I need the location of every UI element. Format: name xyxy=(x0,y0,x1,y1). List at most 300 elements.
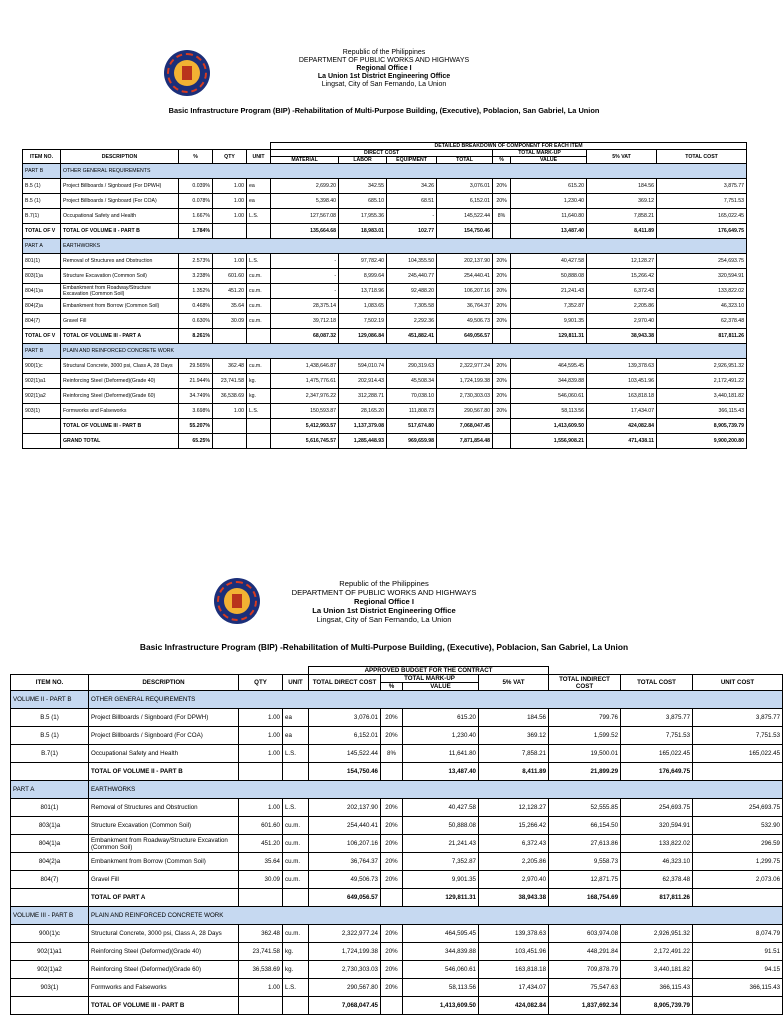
cell-description: Embankment from Borrow (Common Soil) xyxy=(89,853,239,871)
cell-qty: 1.00 xyxy=(213,254,247,269)
cell-unit-cost: 254,693.75 xyxy=(693,799,783,817)
cell-equipment: 517,674.80 xyxy=(387,419,437,434)
cell-qty: 1.00 xyxy=(213,404,247,419)
cell-total: 254,440.41 xyxy=(437,269,493,284)
cell-unit: cu.m. xyxy=(247,269,271,284)
cell-labor: 28,165.20 xyxy=(339,404,387,419)
cell-markup-percent: 20% xyxy=(381,835,403,853)
col-qty: QTY xyxy=(213,150,247,164)
cell-material: - xyxy=(271,284,339,299)
col-markup-value: VALUE xyxy=(403,683,479,691)
cell-total: 2,322,977.24 xyxy=(437,359,493,374)
address-line: Lingsat, City of San Fernando, La Union xyxy=(321,81,447,88)
cell-total: 106,207.16 xyxy=(437,284,493,299)
cell-qty xyxy=(213,329,247,344)
cell-material: 39,712.18 xyxy=(271,314,339,329)
cell-total-direct-cost: 7,068,047.45 xyxy=(309,997,381,1015)
cell-markup-percent: 20% xyxy=(493,374,511,389)
cell-markup-percent: 20% xyxy=(381,727,403,745)
cell-markup-value: 11,640.80 xyxy=(511,209,587,224)
cell-total-indirect-cost: 52,555.85 xyxy=(549,799,621,817)
cell-markup-value: 464,595.45 xyxy=(511,359,587,374)
cell-vat: 103,451.96 xyxy=(479,943,549,961)
cell-qty: 23,741.58 xyxy=(213,374,247,389)
cell-labor: 594,010.74 xyxy=(339,359,387,374)
cell-material: 5,616,745.57 xyxy=(271,434,339,449)
cell-labor: 129,086.84 xyxy=(339,329,387,344)
cell-total-cost: 320,594.91 xyxy=(657,269,747,284)
cell-total-cost: 2,172,491.22 xyxy=(621,943,693,961)
col-markup-percent: % xyxy=(381,683,403,691)
cell-qty: 1.00 xyxy=(239,745,283,763)
republic-line: Republic of the Philippines xyxy=(339,579,429,588)
table-row xyxy=(11,979,783,997)
cell-unit-cost: 165,022.45 xyxy=(693,745,783,763)
cell-qty: 451.20 xyxy=(239,835,283,853)
cell-total: 3,076.01 xyxy=(437,179,493,194)
cell-markup-percent: 20% xyxy=(493,404,511,419)
cell-markup-value: 58,113.56 xyxy=(403,979,479,997)
cell-unit: L.S. xyxy=(247,404,271,419)
cell-description: Occupational Safety and Health xyxy=(61,209,179,224)
cell-description: GRAND TOTAL xyxy=(61,434,179,449)
cell-qty xyxy=(213,419,247,434)
cell-equipment: 451,882.41 xyxy=(387,329,437,344)
regional-office-line: Regional Office I xyxy=(354,597,414,606)
cell-item-no: 902(1)a1 xyxy=(11,943,89,961)
cell-qty: 601.60 xyxy=(239,817,283,835)
department-line: DEPARTMENT OF PUBLIC WORKS AND HIGHWAYS xyxy=(298,57,470,64)
cell-vat: 103,451.96 xyxy=(587,374,657,389)
cell-item-no xyxy=(23,434,61,449)
cell-percent: 2.573% xyxy=(179,254,213,269)
cell-item-no: 902(1)a1 xyxy=(23,374,61,389)
table-row xyxy=(11,727,783,745)
cell-labor: 97,782.40 xyxy=(339,254,387,269)
cell-total-cost: 366,115.43 xyxy=(657,404,747,419)
cell-item-no: 900(1)c xyxy=(11,925,89,943)
cell-unit-cost: 7,751.53 xyxy=(693,727,783,745)
cell-labor: 8,999.64 xyxy=(339,269,387,284)
cell-markup-percent: 20% xyxy=(493,179,511,194)
cell-total-cost: 62,378.48 xyxy=(621,871,693,889)
cell-total-indirect-cost: 21,899.29 xyxy=(549,763,621,781)
cell-labor: 685.10 xyxy=(339,194,387,209)
cell-total-cost: 176,649.75 xyxy=(657,224,747,239)
letterhead xyxy=(0,579,768,624)
cell-markup-value: 129,811.31 xyxy=(403,889,479,907)
cell-markup-value: 1,230.40 xyxy=(403,727,479,745)
cell-markup-percent xyxy=(381,997,403,1015)
cell-equipment: 68.51 xyxy=(387,194,437,209)
cell-markup-value: 9,901.35 xyxy=(403,871,479,889)
section-row xyxy=(23,164,747,179)
cell-total-direct-cost: 36,764.37 xyxy=(309,853,381,871)
cell-total-direct-cost: 49,506.73 xyxy=(309,871,381,889)
table-row xyxy=(11,835,783,853)
cell-qty: 1.00 xyxy=(239,727,283,745)
cell-unit: cu.m. xyxy=(247,314,271,329)
cell-markup-value: 546,060.61 xyxy=(403,961,479,979)
section-title: OTHER GENERAL REQUIREMENTS xyxy=(61,164,747,179)
section-title: OTHER GENERAL REQUIREMENTS xyxy=(89,691,783,709)
cell-item-no xyxy=(11,889,89,907)
cell-total-direct-cost: 2,322,977.24 xyxy=(309,925,381,943)
col-total-cost: TOTAL COST xyxy=(657,150,747,164)
cell-vat: 7,858.21 xyxy=(587,209,657,224)
cell-description: Removal of Structures and Obstruction xyxy=(61,254,179,269)
cell-equipment: 70,038.10 xyxy=(387,389,437,404)
cell-percent: 3.698% xyxy=(179,404,213,419)
cell-item-no: TOTAL OF V xyxy=(23,224,61,239)
cell-item-no: 803(1)a xyxy=(23,269,61,284)
cell-item-no: VOLUME III - PART B xyxy=(11,907,89,925)
cell-item-no: PART B xyxy=(23,344,61,359)
table-row xyxy=(11,925,783,943)
table-row xyxy=(23,359,747,374)
cell-vat: 163,818.18 xyxy=(479,961,549,979)
cell-total-indirect-cost: 1,599.52 xyxy=(549,727,621,745)
cell-markup-value: 546,060.61 xyxy=(511,389,587,404)
table-row xyxy=(23,299,747,314)
cell-markup-percent xyxy=(381,889,403,907)
cell-unit: L.S. xyxy=(283,979,309,997)
cell-qty xyxy=(239,763,283,781)
cell-total-cost: 133,822.02 xyxy=(621,835,693,853)
cell-markup-percent: 20% xyxy=(493,314,511,329)
breakdown-banner: DETAILED BREAKDOWN OF COMPONENT FOR EACH ITEM xyxy=(271,143,747,150)
cell-unit-cost: 2,073.06 xyxy=(693,871,783,889)
cell-item-no: 804(7) xyxy=(11,871,89,889)
col-total-cost: TOTAL COST xyxy=(621,675,693,691)
cell-item-no: 903(1) xyxy=(11,979,89,997)
cell-total-cost: 817,811.26 xyxy=(621,889,693,907)
cell-qty: 1.00 xyxy=(239,799,283,817)
cell-labor: 1,285,448.93 xyxy=(339,434,387,449)
cell-total-cost: 2,172,491.22 xyxy=(657,374,747,389)
col-vat: 5% VAT xyxy=(479,675,549,691)
cell-total-cost: 3,875.77 xyxy=(657,179,747,194)
district-office-line: La Union 1st District Engineering Office xyxy=(312,606,456,615)
cell-markup-value: 13,487.40 xyxy=(403,763,479,781)
cell-description: Reinforcing Steel (Deformed)(Grade 60) xyxy=(61,389,179,404)
cell-total: 649,056.57 xyxy=(437,329,493,344)
cell-total-indirect-cost: 1,837,692.34 xyxy=(549,997,621,1015)
cell-unit-cost: 296.59 xyxy=(693,835,783,853)
cell-total-indirect-cost: 709,878.79 xyxy=(549,961,621,979)
cell-total-cost: 3,875.77 xyxy=(621,709,693,727)
cell-qty: 1.00 xyxy=(213,179,247,194)
cell-qty: 35.64 xyxy=(213,299,247,314)
cell-vat: 369.12 xyxy=(587,194,657,209)
cell-equipment: 2,292.36 xyxy=(387,314,437,329)
cell-markup-value: 615.20 xyxy=(403,709,479,727)
cell-markup-value: 9,901.35 xyxy=(511,314,587,329)
address-line: Lingsat, City of San Fernando, La Union xyxy=(316,615,452,624)
cell-qty: 1.00 xyxy=(213,209,247,224)
cell-qty: 362.48 xyxy=(239,925,283,943)
cell-markup-percent: 20% xyxy=(381,925,403,943)
cell-description: Project Billboards / Signboard (For COA) xyxy=(61,194,179,209)
section-row xyxy=(11,781,783,799)
cell-labor: 312,288.71 xyxy=(339,389,387,404)
cell-item-no: TOTAL OF V xyxy=(23,329,61,344)
cell-markup-percent xyxy=(493,329,511,344)
cell-description: Occupational Safety and Health xyxy=(89,745,239,763)
cell-unit: ea xyxy=(283,727,309,745)
cell-item-no: B.5 (1) xyxy=(11,709,89,727)
cell-total: 145,522.44 xyxy=(437,209,493,224)
cell-percent: 55.207% xyxy=(179,419,213,434)
cell-markup-percent xyxy=(493,434,511,449)
cell-qty: 1.00 xyxy=(239,709,283,727)
cell-item-no: 804(1)a xyxy=(11,835,89,853)
cell-qty xyxy=(239,997,283,1015)
cell-unit-cost: 91.51 xyxy=(693,943,783,961)
cell-item-no: B.7(1) xyxy=(11,745,89,763)
cell-material: 28,375.14 xyxy=(271,299,339,314)
total-row xyxy=(23,224,747,239)
cell-unit: ea xyxy=(247,179,271,194)
cell-total-indirect-cost: 9,558.73 xyxy=(549,853,621,871)
cell-vat: 17,434.07 xyxy=(587,404,657,419)
cell-total-indirect-cost: 75,547.63 xyxy=(549,979,621,997)
cell-qty: 1.00 xyxy=(239,979,283,997)
cell-item-no: 801(1) xyxy=(23,254,61,269)
cell-item-no xyxy=(11,997,89,1015)
cell-total-cost: 9,900,200.80 xyxy=(657,434,747,449)
cell-material: 2,699.20 xyxy=(271,179,339,194)
cell-description: TOTAL OF PART A xyxy=(89,889,239,907)
cell-description: TOTAL OF VOLUME II - PART B xyxy=(89,763,239,781)
cell-unit xyxy=(247,434,271,449)
cell-markup-percent: 20% xyxy=(381,943,403,961)
cell-qty: 1.00 xyxy=(213,194,247,209)
cell-unit-cost: 1,299.75 xyxy=(693,853,783,871)
cell-total-cost: 320,594.91 xyxy=(621,817,693,835)
cell-labor: 1,137,379.08 xyxy=(339,419,387,434)
cell-markup-percent: 20% xyxy=(381,979,403,997)
cell-item-no: 801(1) xyxy=(11,799,89,817)
cell-total-indirect-cost: 66,154.50 xyxy=(549,817,621,835)
cell-total-direct-cost: 106,207.16 xyxy=(309,835,381,853)
table-row xyxy=(23,254,747,269)
cell-item-no: 804(2)a xyxy=(11,853,89,871)
table-row xyxy=(23,269,747,284)
cell-total-cost: 62,378.48 xyxy=(657,314,747,329)
cell-vat: 424,082.84 xyxy=(587,419,657,434)
col-labor: LABOR xyxy=(339,157,387,164)
table-row xyxy=(23,179,747,194)
cell-total-cost: 2,926,951.32 xyxy=(657,359,747,374)
cell-unit-cost: 532.90 xyxy=(693,817,783,835)
cell-total: 2,730,303.03 xyxy=(437,389,493,404)
cell-total-direct-cost: 145,522.44 xyxy=(309,745,381,763)
cell-total-cost: 165,022.45 xyxy=(657,209,747,224)
cell-qty: 362.48 xyxy=(213,359,247,374)
cell-vat: 2,970.40 xyxy=(479,871,549,889)
cell-total: 1,724,199.38 xyxy=(437,374,493,389)
cell-description: TOTAL OF VOLUME II - PART B xyxy=(61,224,179,239)
cell-markup-value: 21,241.43 xyxy=(511,284,587,299)
cell-total-indirect-cost: 19,500.01 xyxy=(549,745,621,763)
section-row xyxy=(11,907,783,925)
cell-description: TOTAL OF VOLUME III - PART B xyxy=(89,997,239,1015)
cell-item-no: 804(7) xyxy=(23,314,61,329)
col-item-no: ITEM NO. xyxy=(23,150,61,164)
cell-vat: 8,411.89 xyxy=(587,224,657,239)
table-row xyxy=(11,871,783,889)
cell-unit: cu.m. xyxy=(247,299,271,314)
table-row xyxy=(23,284,747,299)
cell-unit: cu.m. xyxy=(283,853,309,871)
cell-unit-cost: 3,875.77 xyxy=(693,709,783,727)
project-title: Basic Infrastructure Program (BIP) -Rehabilitation of Multi-Purpose Building, (Executive), Poblacion, San Gabriel, La Union xyxy=(168,106,600,115)
cell-unit: cu.m. xyxy=(283,925,309,943)
cell-unit: ea xyxy=(283,709,309,727)
cell-qty: 451.20 xyxy=(213,284,247,299)
cell-equipment: - xyxy=(387,209,437,224)
cell-total-cost: 817,811.26 xyxy=(657,329,747,344)
cell-unit: L.S. xyxy=(247,209,271,224)
cell-material: 127,567.08 xyxy=(271,209,339,224)
cell-vat: 8,411.89 xyxy=(479,763,549,781)
col-total-direct-cost: TOTAL DIRECT COST xyxy=(309,675,381,691)
section-title: PLAIN AND REINFORCED CONCRETE WORK xyxy=(61,344,747,359)
cell-markup-value: 1,556,908.21 xyxy=(511,434,587,449)
cell-markup-percent xyxy=(493,224,511,239)
cell-unit: L.S. xyxy=(283,799,309,817)
cell-qty: 23,741.58 xyxy=(239,943,283,961)
cell-unit xyxy=(283,889,309,907)
section-title: EARTHWORKS xyxy=(89,781,783,799)
cell-markup-percent xyxy=(493,419,511,434)
cell-vat: 471,438.11 xyxy=(587,434,657,449)
cell-percent: 0.078% xyxy=(179,194,213,209)
cell-total-cost: 254,693.75 xyxy=(657,254,747,269)
cell-total-cost: 2,926,951.32 xyxy=(621,925,693,943)
col-total-indirect-cost: TOTAL INDIRECT COST xyxy=(549,675,621,691)
cell-markup-percent: 20% xyxy=(493,389,511,404)
col-total-markup: TOTAL MARK-UP xyxy=(381,675,479,683)
cell-unit: L.S. xyxy=(247,254,271,269)
cell-equipment: 102.77 xyxy=(387,224,437,239)
table-row xyxy=(11,817,783,835)
cell-markup-value: 1,413,609.50 xyxy=(403,997,479,1015)
cell-total-indirect-cost: 12,871.75 xyxy=(549,871,621,889)
regional-office-line: Regional Office I xyxy=(356,65,412,72)
cell-unit: cu.m. xyxy=(283,871,309,889)
cell-unit xyxy=(247,329,271,344)
cell-percent: 8.261% xyxy=(179,329,213,344)
cell-total-cost: 3,440,181.82 xyxy=(657,389,747,404)
cell-markup-percent xyxy=(381,763,403,781)
table-row xyxy=(11,853,783,871)
cell-item-no: B.5 (1) xyxy=(23,179,61,194)
cell-markup-value: 40,427.58 xyxy=(511,254,587,269)
col-material: MATERIAL xyxy=(271,157,339,164)
col-description: DESCRIPTION xyxy=(61,150,179,164)
cell-total-direct-cost: 290,567.80 xyxy=(309,979,381,997)
cell-markup-percent: 20% xyxy=(493,194,511,209)
cell-description: Structural Concrete, 3000 psi, Class A, 28 Days xyxy=(61,359,179,374)
table-row xyxy=(23,389,747,404)
cell-description: Project Billboards / Signboard (For DPWH) xyxy=(89,709,239,727)
cell-vat: 38,943.38 xyxy=(587,329,657,344)
cell-percent: 0.468% xyxy=(179,299,213,314)
cell-material: 135,664.68 xyxy=(271,224,339,239)
cell-equipment: 290,319.63 xyxy=(387,359,437,374)
cell-unit: cu.m. xyxy=(283,835,309,853)
cell-vat: 17,434.07 xyxy=(479,979,549,997)
cell-unit: L.S. xyxy=(283,745,309,763)
cell-total: 290,567.80 xyxy=(437,404,493,419)
cell-equipment: 245,440.77 xyxy=(387,269,437,284)
cell-item-no: 804(1)a xyxy=(23,284,61,299)
cell-total-direct-cost: 649,056.57 xyxy=(309,889,381,907)
cell-item-no: PART A xyxy=(11,781,89,799)
cell-total-cost: 133,822.02 xyxy=(657,284,747,299)
cell-markup-percent: 20% xyxy=(381,853,403,871)
cell-markup-percent: 20% xyxy=(493,269,511,284)
cell-vat: 12,128.27 xyxy=(587,254,657,269)
cell-markup-percent: 8% xyxy=(493,209,511,224)
cell-unit: kg. xyxy=(247,389,271,404)
cell-unit-cost xyxy=(693,997,783,1015)
cell-item-no: 903(1) xyxy=(23,404,61,419)
cell-total-cost: 8,905,739.79 xyxy=(621,997,693,1015)
cell-total-cost: 254,693.75 xyxy=(621,799,693,817)
district-office-line: La Union 1st District Engineering Office xyxy=(317,73,451,80)
section-row xyxy=(23,239,747,254)
cell-total: 7,871,854.48 xyxy=(437,434,493,449)
cell-material: - xyxy=(271,254,339,269)
cell-item-no: B.5 (1) xyxy=(11,727,89,745)
cell-total-cost: 7,751.53 xyxy=(657,194,747,209)
cell-vat: 15,266.42 xyxy=(587,269,657,284)
table-row xyxy=(11,799,783,817)
cell-markup-value: 21,241.43 xyxy=(403,835,479,853)
cell-total-cost: 7,751.53 xyxy=(621,727,693,745)
cell-total-indirect-cost: 448,291.84 xyxy=(549,943,621,961)
cell-description: Formworks and Falseworks xyxy=(61,404,179,419)
cell-total-direct-cost: 254,440.41 xyxy=(309,817,381,835)
cell-vat: 369.12 xyxy=(479,727,549,745)
cell-vat: 6,372.43 xyxy=(479,835,549,853)
total-row xyxy=(11,763,783,781)
col-vat: 5% VAT xyxy=(587,150,657,164)
cell-labor: 13,718.96 xyxy=(339,284,387,299)
cell-description: Structural Concrete, 3000 psi, Class A, 28 Days xyxy=(89,925,239,943)
cell-unit: cu.m. xyxy=(247,359,271,374)
cell-item-no xyxy=(23,419,61,434)
cell-markup-value: 615.20 xyxy=(511,179,587,194)
cell-markup-percent: 20% xyxy=(381,709,403,727)
cell-vat: 7,858.21 xyxy=(479,745,549,763)
cell-item-no: 902(1)a2 xyxy=(23,389,61,404)
col-item-no: ITEM NO. xyxy=(11,675,89,691)
cell-description: Reinforcing Steel (Deformed)(Grade 40) xyxy=(61,374,179,389)
cell-markup-value: 1,413,609.50 xyxy=(511,419,587,434)
total-row xyxy=(23,434,747,449)
cell-percent: 29.565% xyxy=(179,359,213,374)
cell-description: Embankment from Borrow (Common Soil) xyxy=(61,299,179,314)
cell-equipment: 969,659.98 xyxy=(387,434,437,449)
cell-total-cost: 8,905,739.79 xyxy=(657,419,747,434)
cell-unit-cost xyxy=(693,889,783,907)
cell-description: Gravel Fill xyxy=(89,871,239,889)
abc-banner: APPROVED BUDGET FOR THE CONTRACT xyxy=(309,667,549,675)
